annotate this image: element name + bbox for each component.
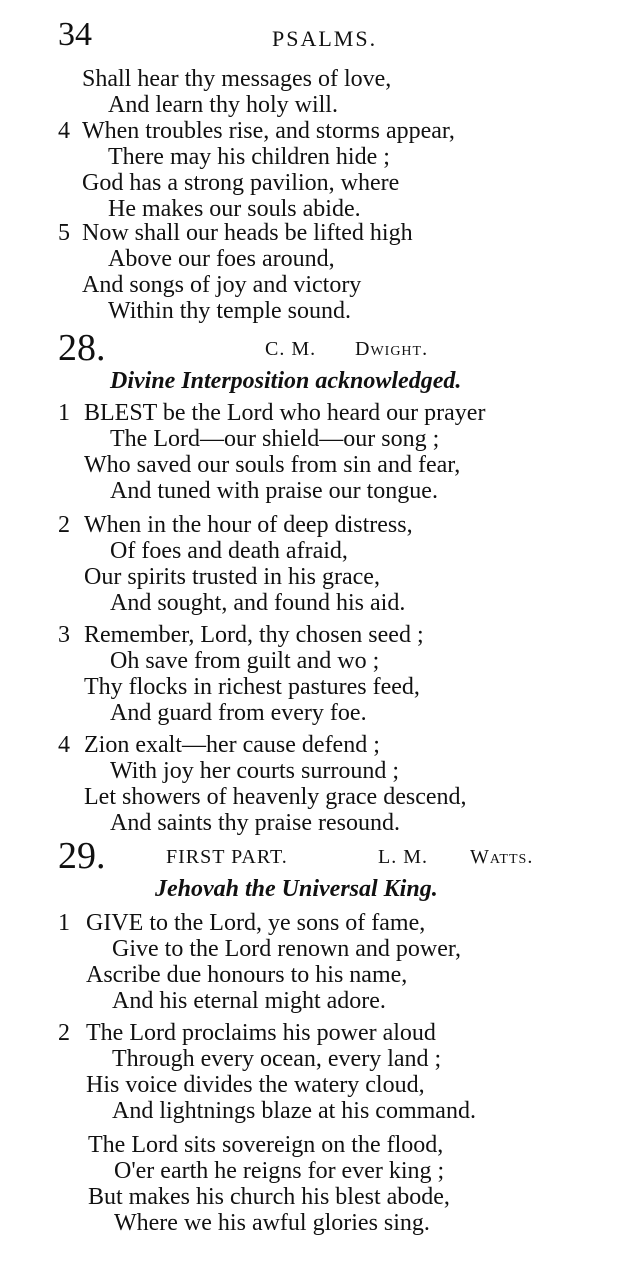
- verse-line: Zion exalt—her cause defend ;: [84, 732, 380, 758]
- verse-line: His voice divides the watery cloud,: [86, 1072, 425, 1098]
- verse-line: Through every ocean, every land ;: [112, 1046, 442, 1072]
- verse-line: And his eternal might adore.: [112, 988, 386, 1014]
- verse-line: O'er earth he reigns for ever king ;: [114, 1158, 445, 1184]
- verse-line: Ascribe due honours to his name,: [86, 962, 408, 988]
- hymn-meter: C. M.: [265, 338, 317, 360]
- hymn-meter: L. M.: [378, 846, 428, 868]
- hymn-author: Watts.: [470, 846, 534, 868]
- stanza-number: 4: [58, 732, 70, 758]
- verse-line: Above our foes around,: [108, 246, 335, 272]
- verse-line: BLEST be the Lord who heard our prayer: [84, 400, 486, 426]
- verse-line: Remember, Lord, thy chosen seed ;: [84, 622, 424, 648]
- stanza-number: 5: [58, 220, 70, 246]
- verse-line: Let showers of heavenly grace descend,: [84, 784, 467, 810]
- stanza-number: 2: [58, 1020, 70, 1046]
- hymn-author: Dwight.: [355, 338, 429, 360]
- verse-line: When in the hour of deep distress,: [84, 512, 413, 538]
- verse-line: Our spirits trusted in his grace,: [84, 564, 380, 590]
- verse-line: The Lord sits sovereign on the flood,: [88, 1132, 444, 1158]
- verse-line: But makes his church his blest abode,: [88, 1184, 450, 1210]
- verse-line: Who saved our souls from sin and fear,: [84, 452, 461, 478]
- hymn-subtitle: Divine Interposition acknowledged.: [110, 368, 462, 394]
- stanza-number: 2: [58, 512, 70, 538]
- running-title: PSALMS.: [272, 26, 378, 51]
- verse-line: Oh save from guilt and wo ;: [110, 648, 380, 674]
- verse-line: And lightnings blaze at his command.: [112, 1098, 476, 1124]
- verse-line: Shall hear thy messages of love,: [82, 66, 392, 92]
- verse-line: And learn thy holy will.: [108, 92, 338, 118]
- verse-line: And songs of joy and victory: [82, 272, 362, 298]
- stanza-number: 1: [58, 400, 70, 426]
- verse-line: Within thy temple sound.: [108, 298, 352, 324]
- hymn-number: 28.: [58, 327, 106, 369]
- verse-line: The Lord—our shield—our song ;: [110, 426, 440, 452]
- stanza-number: 3: [58, 622, 70, 648]
- verse-line: Now shall our heads be lifted high: [82, 220, 413, 246]
- verse-line: And guard from every foe.: [110, 700, 367, 726]
- stanza-number: 1: [58, 910, 70, 936]
- hymn-subtitle: Jehovah the Universal King.: [155, 876, 438, 902]
- verse-line: And sought, and found his aid.: [110, 590, 406, 616]
- verse-line: Of foes and death afraid,: [110, 538, 348, 564]
- verse-line: Where we his awful glories sing.: [114, 1210, 430, 1236]
- verse-line: Give to the Lord renown and power,: [112, 936, 461, 962]
- page-number: 34: [58, 16, 92, 53]
- verse-line: When troubles rise, and storms appear,: [82, 118, 455, 144]
- verse-line: He makes our souls abide.: [108, 196, 361, 222]
- verse-line: And tuned with praise our tongue.: [110, 478, 438, 504]
- verse-line: And saints thy praise resound.: [110, 810, 400, 836]
- stanza-number: 4: [58, 118, 70, 144]
- verse-line: Thy flocks in richest pastures feed,: [84, 674, 420, 700]
- verse-line: God has a strong pavilion, where: [82, 170, 400, 196]
- verse-line: GIVE to the Lord, ye sons of fame,: [86, 910, 426, 936]
- verse-line: There may his children hide ;: [108, 144, 390, 170]
- hymn-part: FIRST PART.: [166, 846, 288, 868]
- verse-line: The Lord proclaims his power aloud: [86, 1020, 436, 1046]
- verse-line: With joy her courts surround ;: [110, 758, 399, 784]
- hymn-number: 29.: [58, 835, 106, 877]
